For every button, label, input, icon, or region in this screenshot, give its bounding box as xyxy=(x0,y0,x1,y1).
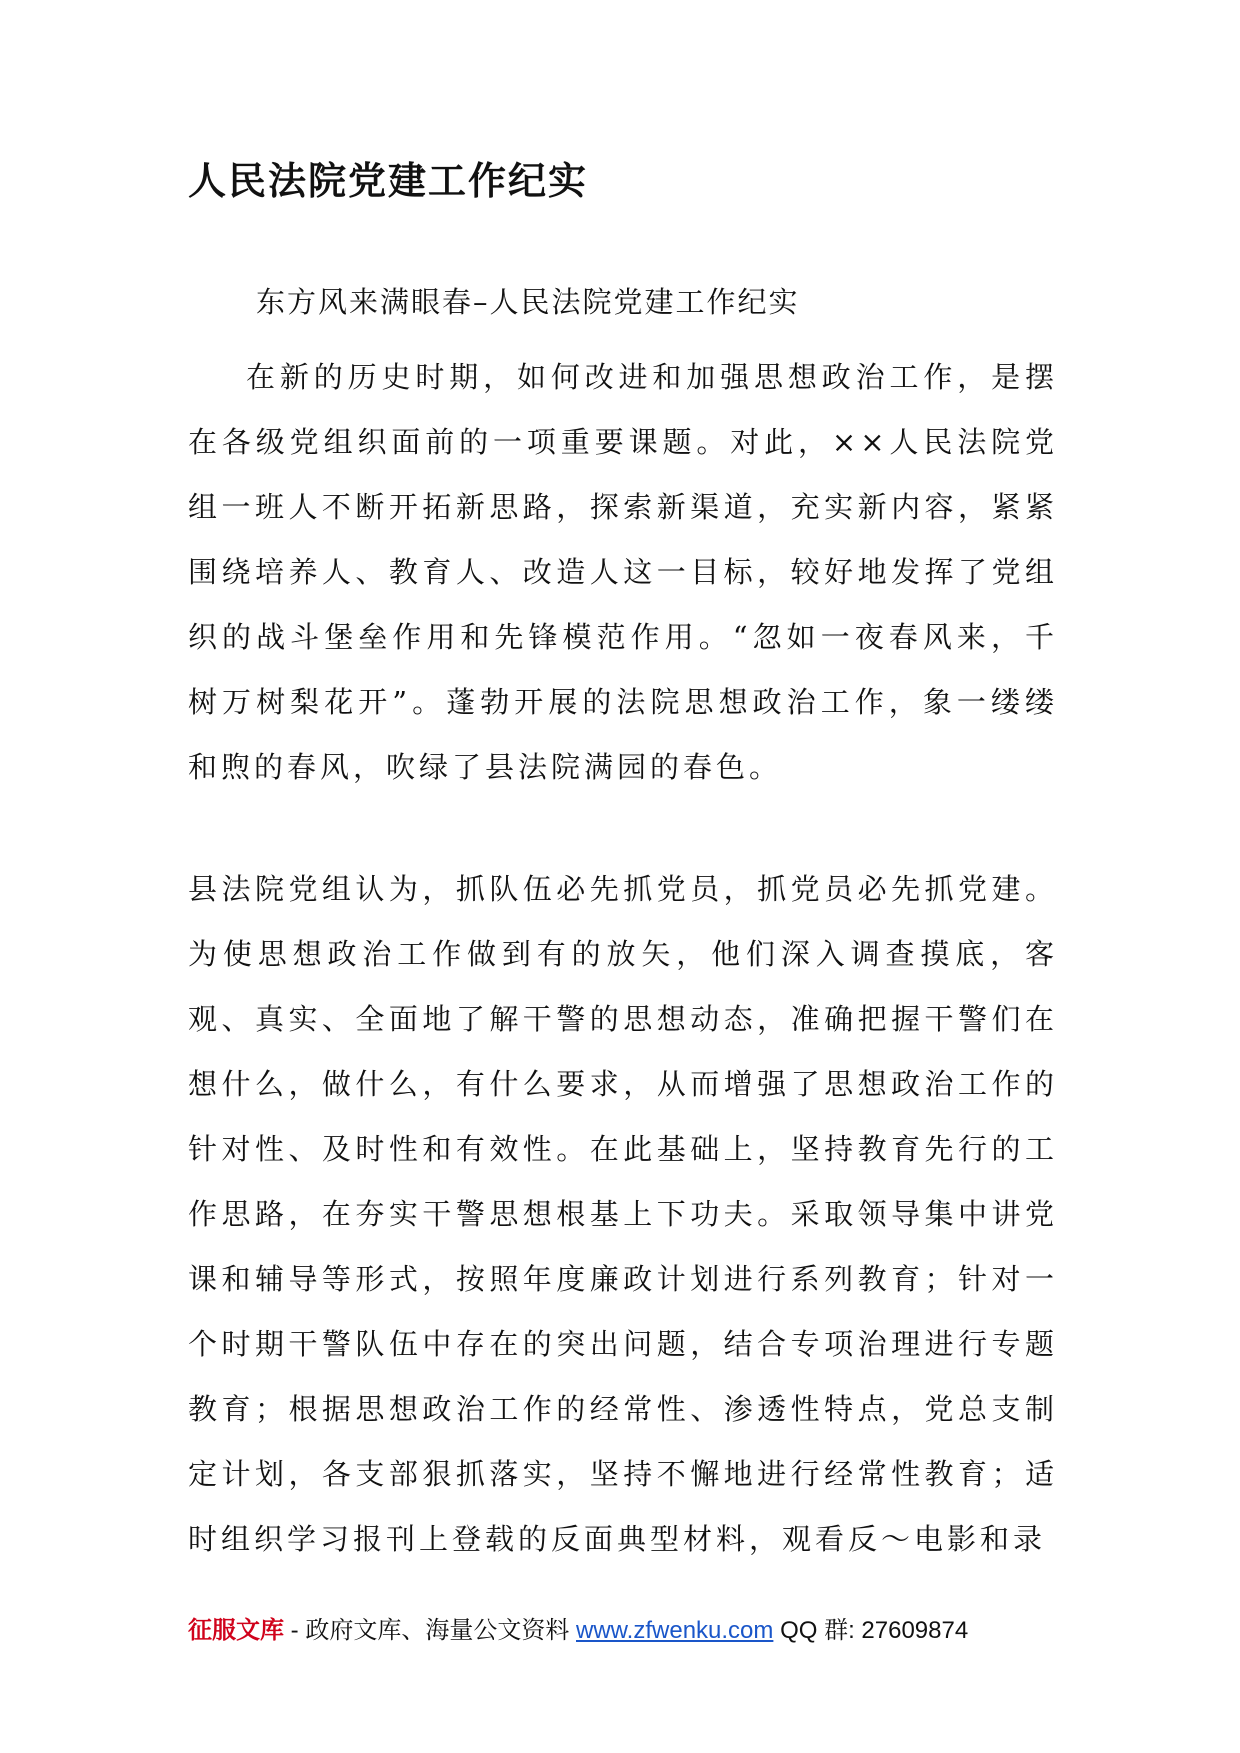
footer-brand: 征服文库 xyxy=(188,1617,284,1644)
paragraph-main: 县法院党组认为，抓队伍必先抓党员，抓党员必先抓党建。为使思想政治工作做到有的放矢，他们深入调查摸底，客观、真实、全面地了解干警的思想动态，准确把握干警们在想什么，做什么，有什么要求，从而增强了思想政治工作的针对性、及时性和有效性。在此基础上，坚持教育先行的工作思路，在夯实干警思想根基上下功夫。采取领导集中讲党课和辅导等形式，按照年度廉政计划进行系列教育；针对一个时期干警队伍中存在的突出问题，结合专项治理进行专题教育；根据思想政治工作的经常性、渗透性特点，党总支制定计划，各支部狠抓落实，坚持不懈地进行经常性教育；适时组织学习报刊上登载的反面典型材料，观看反～电影和录 xyxy=(188,872,1058,1556)
page-footer xyxy=(188,1610,1058,1645)
paragraph-intro: 在新的历史时期，如何改进和加强思想政治工作，是摆在各级党组织面前的一项重要课题。对此，××人民法院党组一班人不断开拓新思路，探索新渠道，充实新内容，紧紧围绕培养人、教育人、改造人这一目标，较好地发挥了党组织的战斗堡垒作用和先锋模范作用。“忽如一夜春风来，千树万树梨花开”。蓬勃开展的法院思想政治工作，象一缕缕和煦的春风，吹绿了县法院满园的春色。 xyxy=(188,360,1058,784)
document-title: 人民法院党建工作纪实 xyxy=(188,158,589,203)
footer-qq: QQ 群: 27609874 xyxy=(780,1617,969,1644)
document-subtitle: 东方风来满眼春–人民法院党建工作纪实 xyxy=(256,285,800,319)
footer-separator: - xyxy=(284,1617,306,1644)
footer-tagline: 政府文库、海量公文资料 xyxy=(305,1617,570,1644)
footer-link[interactable]: www.zfwenku.com xyxy=(576,1617,774,1644)
